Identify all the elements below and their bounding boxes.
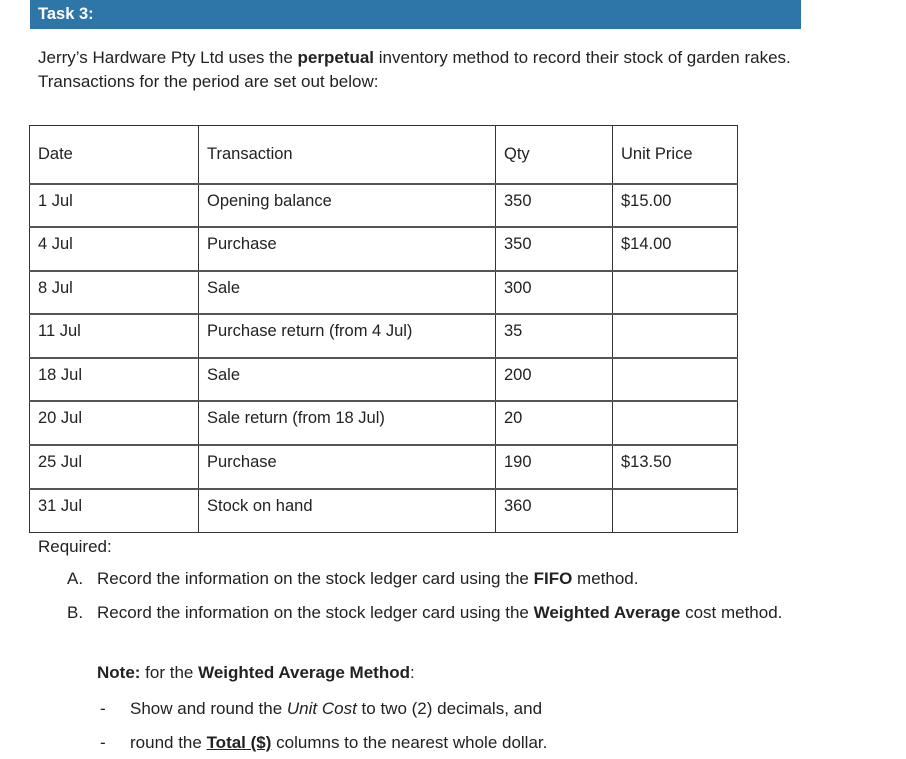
- header-unit-price: Unit Price: [613, 126, 738, 184]
- requirement-a-bold: FIFO: [533, 569, 573, 588]
- bullet-dash: -: [100, 699, 106, 718]
- cell-unit-price: $13.50: [613, 445, 738, 489]
- bullet-dash: -: [100, 733, 106, 752]
- cell-unit-price: [613, 271, 738, 315]
- bullet-2-text-1: round the: [130, 733, 207, 752]
- bullet-1-text-2: to two (2) decimals, and: [356, 699, 543, 718]
- table-row: [30, 271, 738, 315]
- note-text-1: for the: [140, 663, 199, 682]
- bullet-1-italic: Unit Cost: [286, 699, 357, 718]
- header-date: Date: [30, 126, 199, 184]
- requirement-a-text-2: method.: [572, 569, 639, 588]
- bullet-2-text: [130, 731, 547, 755]
- cell-date: 18 Jul: [30, 358, 199, 402]
- table-row: [30, 227, 738, 271]
- header-qty: Qty: [496, 126, 613, 184]
- table-row: [30, 184, 738, 228]
- table-row: [30, 489, 738, 533]
- cell-unit-price: [613, 358, 738, 402]
- cell-qty: 300: [496, 271, 613, 315]
- intro-paragraph: [38, 46, 808, 94]
- cell-date: 20 Jul: [30, 401, 199, 445]
- requirement-b-marker: B.: [67, 603, 84, 622]
- note-text-2: :: [410, 663, 415, 682]
- requirement-b-text-1: Record the information on the stock ledger card using the: [97, 603, 534, 622]
- note-bullet-2: [100, 731, 547, 755]
- bullet-2-text-2: columns to the nearest whole dollar.: [271, 733, 548, 752]
- cell-qty: 200: [496, 358, 613, 402]
- intro-text-1: Jerry’s Hardware Pty Ltd uses the: [38, 48, 298, 67]
- task-title: Task 3:: [30, 0, 801, 29]
- requirements-list: [67, 567, 787, 635]
- note-line: [97, 661, 415, 685]
- cell-date: 1 Jul: [30, 184, 199, 228]
- cell-unit-price: [613, 401, 738, 445]
- cell-unit-price: [613, 314, 738, 358]
- cell-qty: 35: [496, 314, 613, 358]
- requirement-a: [67, 567, 787, 591]
- cell-qty: 20: [496, 401, 613, 445]
- cell-qty: 190: [496, 445, 613, 489]
- table-row: [30, 445, 738, 489]
- cell-unit-price: $15.00: [613, 184, 738, 228]
- cell-transaction: Sale return (from 18 Jul): [199, 401, 496, 445]
- requirement-b: [67, 601, 787, 625]
- cell-date: 11 Jul: [30, 314, 199, 358]
- intro-bold: perpetual: [297, 48, 375, 67]
- cell-transaction: Purchase: [199, 445, 496, 489]
- bullet-2-bold-underline: Total ($): [206, 733, 272, 752]
- requirement-a-text-1: Record the information on the stock ledger card using the: [97, 569, 534, 588]
- bullet-1-text-1: Show and round the: [130, 699, 287, 718]
- cell-date: 31 Jul: [30, 489, 199, 533]
- table-row: [30, 401, 738, 445]
- transactions-table: [29, 125, 738, 533]
- requirement-a-text: [97, 567, 787, 591]
- required-heading: Required:: [38, 537, 112, 556]
- cell-transaction: Opening balance: [199, 184, 496, 228]
- intro-text-2: inventory method to record their stock of garden rakes. Transactions for the period are set out below:: [38, 48, 791, 91]
- cell-date: 8 Jul: [30, 271, 199, 315]
- cell-qty: 350: [496, 227, 613, 271]
- cell-transaction: Purchase return (from 4 Jul): [199, 314, 496, 358]
- table-header-row: [30, 126, 738, 184]
- cell-unit-price: $14.00: [613, 227, 738, 271]
- requirement-b-text: [97, 601, 787, 625]
- cell-qty: 350: [496, 184, 613, 228]
- note-label: Note:: [97, 663, 141, 682]
- cell-qty: 360: [496, 489, 613, 533]
- cell-transaction: Sale: [199, 358, 496, 402]
- cell-date: 25 Jul: [30, 445, 199, 489]
- header-transaction: Transaction: [199, 126, 496, 184]
- cell-transaction: Purchase: [199, 227, 496, 271]
- table-row: [30, 358, 738, 402]
- cell-transaction: Sale: [199, 271, 496, 315]
- requirement-b-text-2: cost method.: [680, 603, 783, 622]
- cell-transaction: Stock on hand: [199, 489, 496, 533]
- bullet-1-text: [130, 697, 542, 721]
- requirement-a-marker: A.: [67, 569, 84, 588]
- note-bullet-1: [100, 697, 542, 721]
- cell-unit-price: [613, 489, 738, 533]
- cell-date: 4 Jul: [30, 227, 199, 271]
- requirement-b-bold: Weighted Average: [533, 603, 681, 622]
- note-bold: Weighted Average Method: [198, 663, 410, 682]
- table-row: [30, 314, 738, 358]
